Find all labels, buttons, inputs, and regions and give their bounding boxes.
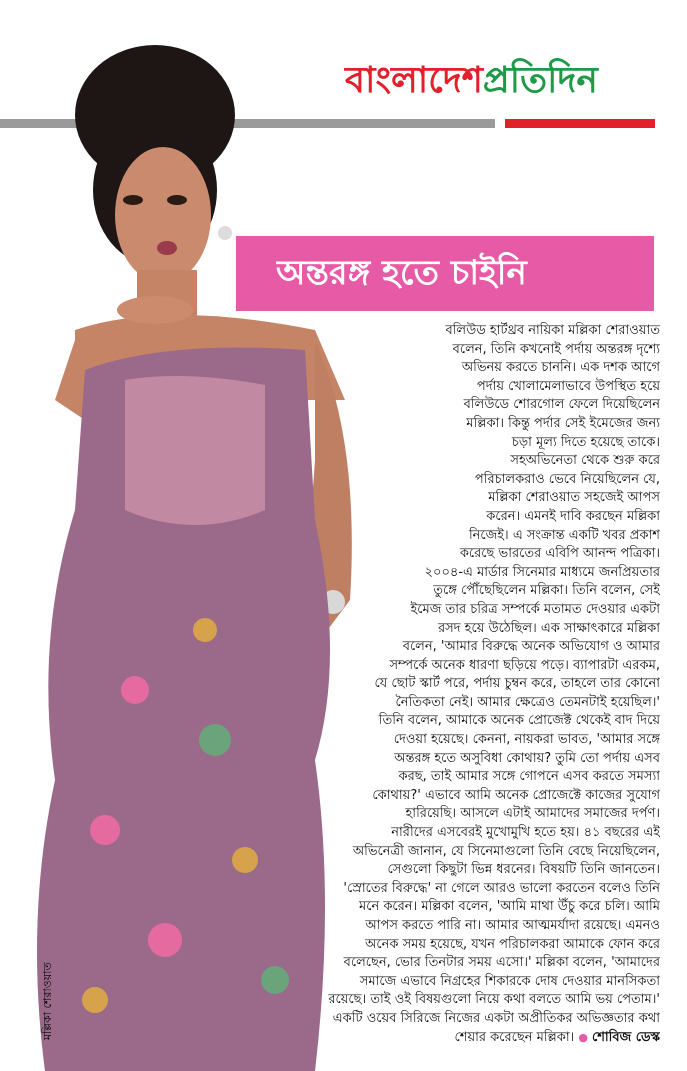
article-line: করেন। এমনই দাবি করছেন মল্লিকা [486,508,660,524]
article-line: তুঙ্গে পৌঁছেছিলেন মল্লিকা। তিনি বলেন, সেই [433,583,660,599]
article-line: নৈতিকতা নেই। আমার ক্ষেত্রেও তেমনটাই হয়েছিল।' [395,694,660,710]
headline-title: অন্তরঙ্গ হতে চাইনি [276,253,527,293]
article-line: নিজেই। এ সংক্রান্ত একটি খবর প্রকাশ [468,527,660,543]
article-line: বলেন, তিনি কখনোই পর্দায় অন্তরঙ্গ দৃশ্যে [452,341,660,357]
bullet-icon: ● [578,1030,588,1044]
article-line: মল্লিকা। কিন্তু পর্দার সেই ইমেজের জন্য [466,415,660,431]
article-line: কোথায়?' এভাবে আমি অনেক প্রোজেক্টে কাজের সুযোগ [372,787,660,803]
article-line: বলেন, 'আমার বিরুদ্ধে অনেক অভিযোগ ও আমার [402,639,660,655]
article-body [300,322,660,1052]
article-line: অনেক সময় হয়েছে, যখন পরিচালকরা আমাকে ফোন করে [365,936,660,952]
header-rule-accent [505,119,655,128]
article-line: রয়েছে। তাই ওই বিষয়গুলো নিয়ে কথা বলতে আমি ভয় পেতাম।' [328,992,660,1008]
article-closing-text: শেয়ার করেছেন মল্লিকা। [454,1029,575,1045]
article-line: মনে করেন। মল্লিকা বলেন, 'আমি মাথা উঁচু করে চলি। আমি [359,899,660,915]
article-line: হারিয়েছি। আসলে এটাই আমাদের সমাজের দর্পণ। [405,806,660,822]
article-line: আপস করতে পারি না। আমার আত্মমর্যাদা রয়েছে। এমনও [365,918,660,933]
article-line: নারীদের এসবেরই মুখোমুখি হতে হয়। ৪১ বছরের এই [391,825,660,841]
article-line: করেছে ভারতের এবিপি আনন্দ পত্রিকা। [459,546,660,562]
article-line: বলেছেন, ভোর তিনটার সময় এসো।' মল্লিকা বলেন, 'আমাদের [343,955,660,971]
article-line: পর্দায় খোলামেলাভাবে উপস্থিত হয়ে [476,378,660,394]
article-line: 'স্রোতের বিরুদ্ধে' না গেলে আরও ভালো করতেন বলেও তিনি [343,880,660,896]
article-line: চড়া মূল্য দিতে হয়েছে তাকে। [511,434,660,450]
article-line: পরিচালকরাও ভেবে নিয়েছিলেন যে, [474,471,660,487]
article-line: ইমেজ তার চরিত্র সম্পর্কে মতামত দেওয়ার একটা [410,601,660,617]
photo-hand [117,296,193,324]
article-byline: শোবিজ ডেস্ক [591,1029,660,1045]
article-line: একটি ওয়েব সিরিজে নিজের একটা অপ্রীতিকর অভিজ্ঞতার কথা [332,1010,660,1026]
masthead-part-2: প্রতিদিন [482,59,598,101]
article-line: মল্লিকা শেরাওয়াত সহজেই আপস [488,490,660,506]
article-line: অভিনেত্রী জানান, যে সিনেমাগুলো তিনি বেছে নিয়েছিলেন, [352,843,660,859]
article-line: সেগুলো কিছুটা ভিন্ন ধরনের। বিষয়টি তিনি জানতেন। [387,862,660,878]
photo-face [115,147,211,283]
photo-credit: মল্লিকা শেরাওয়াত [41,962,54,1040]
article-line: সম্পর্কে অনেক ধারণা ছড়িয়ে পড়ে। ব্যাপারটা এরকম, [389,657,660,673]
article-line: ২০০৪-এ মার্ডার সিনেমার মাধ্যমে জনপ্রিয়তার [424,564,660,580]
article-line: বলিউড হার্টথ্রব নায়িকা মল্লিকা শেরাওয়াত [445,323,660,338]
article-last-line [300,1029,660,1048]
article-line: অন্তরঙ্গ হতে অসুবিধা কোথায়? তুমি তো পর্দায় এসব [394,750,660,766]
article-line: সহঅভিনেতা থেকে শুরু করে [510,453,660,469]
article-line: তিনি বলেন, আমাকে অনেক প্রোজেক্ট থেকেই বাদ দিয়ে [378,713,660,729]
article-line: সমাজে এভাবে নিগ্রহের শিকারকে দোষ দেওয়ার মানসিকতা [359,973,660,989]
article-line: রসদ হয়ে উঠেছিল। এক সাক্ষাৎকারে মল্লিকা [437,620,660,636]
article-line: অভিনয় করতে চাননি। এক দশক আগে [461,360,660,376]
article-line: দেওয়া হয়েছে। কেননা, নায়করা ভাবত, 'আমার সঙ্গে [393,732,660,748]
headline-banner [236,236,654,311]
masthead-part-1: বাংলাদেশ [345,59,483,101]
masthead-logo [345,50,675,110]
article-line: বলিউডে শোরগোল ফেলে দিয়েছিলেন [463,397,660,413]
article-line: করছ, তাই আমার সঙ্গে গোপনে এসব করতে সমস্যা [398,769,660,785]
article-line: যে ছোট স্কার্ট পরে, পর্দায় চুম্বন করে, তাহলে তার কোনো [374,676,660,692]
